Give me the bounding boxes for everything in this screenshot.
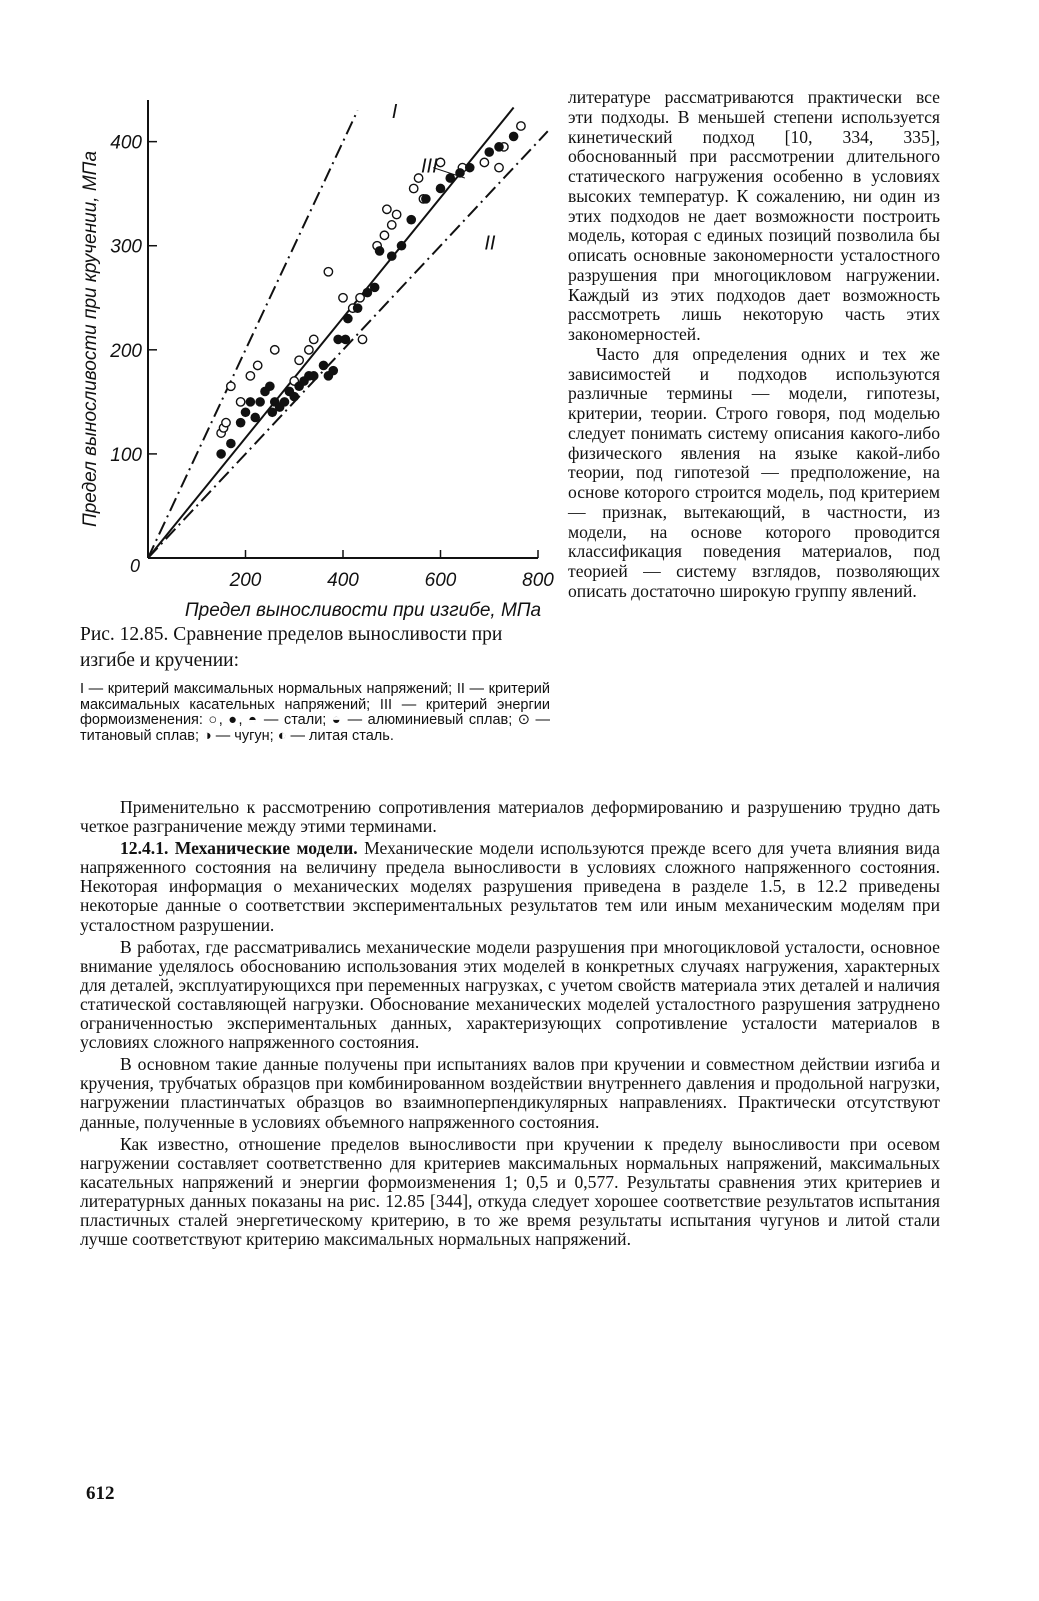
filled-point <box>250 413 260 423</box>
open-point <box>253 361 261 369</box>
x-tick-label: 600 <box>424 570 457 591</box>
figure-caption <box>80 622 550 744</box>
y-tick-label: 100 <box>110 444 142 466</box>
open-point <box>356 294 364 302</box>
open-point <box>392 210 400 218</box>
filled-point <box>353 303 363 313</box>
filled-point <box>370 283 380 293</box>
filled-point <box>241 407 251 417</box>
filled-point <box>445 173 455 183</box>
filled-point <box>494 142 504 152</box>
open-point <box>310 335 318 343</box>
open-point <box>358 335 366 343</box>
paragraph-1: Применительно к рассмотрению сопротивления материалов деформированию и разрушению трудно дать четкое разграничение между этими терминами. <box>80 797 940 837</box>
filled-point <box>216 449 226 459</box>
paragraph-2-body: Механические модели используются прежде всего для учета влияния вида напряженного состояния на величину предела выносливости в условиях сложного напряженного состояния. Некоторая информация о механических моделях разрушения приведена в разделе 1.5, в 12.2 приведены некоторые данные о соответствии экспериментальных результатов тем или иным механическим моделям при усталостном разрушении. <box>80 838 940 935</box>
filled-point <box>280 397 290 407</box>
open-point <box>495 163 503 171</box>
paragraph-5: Как известно, отношение пределов выносливости при кручении к пределу выносливости при осевом нагружении составляет соответственно для критериев максимальных нормальных напряжений, максимальных касательных напряжений и энергии формоизменения 1; 0,5 и 0,577. Результаты сравнения этих критериев и литературных данных показаны на рис. 12.85 [344], откуда следует хорошее соответствие результатов испытания пластичных сталей энергетическому критерию, в то же время результаты испытания чугунов и литой стали лучше соответствуют критерию максимальных нормальных напряжений. <box>80 1133 940 1250</box>
x-axis-label: Предел выносливости при изгибе, МПа <box>184 600 542 621</box>
line-label-III: III <box>421 155 438 178</box>
axis-labels <box>80 101 554 621</box>
filled-point <box>309 371 319 381</box>
x-tick-label: 800 <box>522 570 554 591</box>
criterion-line-I <box>148 110 358 558</box>
filled-point <box>343 314 353 324</box>
filled-point <box>265 381 275 391</box>
criterion-line-II <box>148 131 548 558</box>
open-point <box>409 184 417 192</box>
caption-title: Рис. 12.85. Сравнение пределов выносливости при изгибе и кручении: <box>80 624 503 671</box>
y-tick-label: 400 <box>110 132 142 154</box>
filled-point <box>341 335 351 345</box>
open-point <box>480 158 488 166</box>
filled-point <box>328 366 338 376</box>
x-tick-label: 400 <box>327 570 359 591</box>
filled-point <box>289 392 299 402</box>
open-point <box>227 382 235 390</box>
chart-svg <box>70 80 560 640</box>
page-number: 612 <box>86 1483 115 1504</box>
filled-point <box>484 147 494 157</box>
line-label-II: II <box>484 232 496 255</box>
origin-label: 0 <box>129 556 140 576</box>
filled-point <box>436 184 446 194</box>
filled-point <box>465 163 475 173</box>
section-heading: 12.4.1. Механические модели. <box>120 838 358 859</box>
y-axis-label: Предел выносливости при кручении, МПа <box>80 150 101 528</box>
paragraph-2 <box>80 839 940 934</box>
main-text <box>80 798 940 1252</box>
criterion-lines <box>148 108 548 558</box>
filled-point <box>319 361 329 371</box>
filled-point <box>236 418 246 428</box>
paragraph-4: В основном такие данные получены при испытаниях валов при кручении и совместном действии изгиба и кручения, трубчатых образцов при комбинированном воздействии внутреннего давления и продольной нагрузки, нагружении пластинчатых образцов во взаимноперпендикулярных направлениях. Практически отсутствуют данные, полученные в условиях объемного напряженного состояния. <box>80 1054 940 1132</box>
right-paragraph-1: литературе рассматриваются практически все эти подходы. В меньшей степени используется кинетический подход [10, 334, 335], обоснованный при рассмотрении длительного статического нагружения особенно в условиях высоких температур. К сожалению, ни один из этих подходов не дает возможности построить модель, которая с единых позиций позволила бы описать основные закономерности усталостного разрушения при многоцикловом нагружении. Каждый из этих подходов дает возможность рассмотреть лишь некоторую часть этих закономерностей. <box>568 87 940 344</box>
filled-point <box>406 215 416 225</box>
open-point <box>271 346 279 354</box>
right-paragraph-2: Часто для определения одних и тех же зависимостей и подходов используются различные термины — модели, гипотезы, критерии, теории. Строго говоря, под моделью следует понимать систему описания какого-либо физического явления на языке какой-либо теории, под гипотезой — предположение, на основе которого строится модель, под критерием — признак, вытекающий, в частности, из модели, на основе которого проводится классификация поведения материалов, под теорией — систему взглядов, позволяющих описать достаточно широкую группу явлений. <box>568 343 940 601</box>
paragraph-3: В работах, где рассматривались механические модели разрушения при многоцикловой усталости, основное внимание уделялось обоснованию использования этих моделей в конкретных случаях нагружения, характерных для деталей, эксплуатирующихся при переменных нагрузках, с учетом свойств материала этих деталей и наличия статической составляющей нагрузки. Обоснование механических моделей усталостного разрушения затруднено ограниченностью экспериментальных данных, характеризующих сопротивление усталости материалов в условиях сложного напряженного состояния. <box>80 936 940 1053</box>
filled-point <box>509 132 519 142</box>
filled-point <box>455 168 465 178</box>
open-point <box>339 294 347 302</box>
open-point <box>236 398 244 406</box>
filled-point <box>375 246 385 256</box>
line-label-I: I <box>391 101 398 123</box>
right-column-text <box>568 88 940 602</box>
open-point <box>517 122 525 130</box>
y-tick-label: 300 <box>110 236 142 258</box>
filled-point <box>397 241 407 251</box>
filled-point <box>226 439 236 449</box>
filled-point <box>421 194 431 204</box>
caption-legend: I — критерий максимальных нормальных напряжений; II — критерий максимальных касательных напряжений; III — критерий энергии формоизменения: ○, ●, ◓ — стали; ◒ — алюминиевый сплав; ⊙ — титановый сплав; ◑ — чугун; ◐ — литая сталь. <box>80 681 550 744</box>
open-point <box>246 372 254 380</box>
open-point <box>380 231 388 239</box>
filled-point <box>246 397 256 407</box>
open-point <box>305 346 313 354</box>
figure-12-85 <box>70 80 560 640</box>
open-point <box>222 418 230 426</box>
y-tick-label: 200 <box>110 340 142 362</box>
open-point <box>295 356 303 364</box>
open-point <box>383 205 391 213</box>
x-tick-label: 200 <box>229 570 262 591</box>
open-point <box>388 221 396 229</box>
chart-axes <box>148 100 538 558</box>
data-points <box>216 122 525 459</box>
filled-point <box>255 397 265 407</box>
open-point <box>324 268 332 276</box>
filled-point <box>387 251 397 261</box>
